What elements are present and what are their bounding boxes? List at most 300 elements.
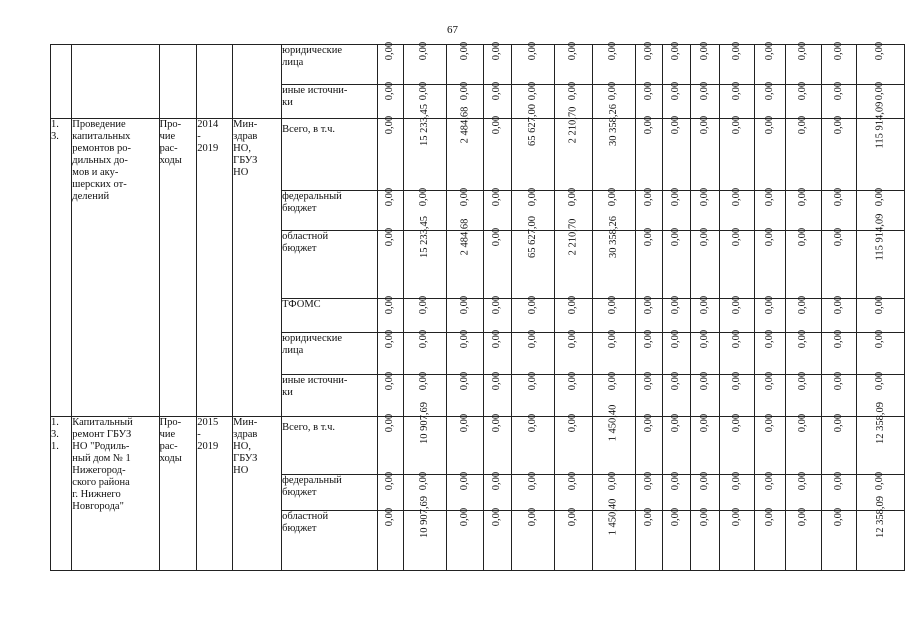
value: 0,00	[607, 295, 619, 315]
funding-source-cell	[282, 475, 378, 511]
value: 0,00	[384, 329, 396, 349]
value-cell	[378, 187, 403, 231]
value-cell	[403, 295, 446, 333]
table-row	[51, 119, 905, 191]
value: 0,00	[764, 41, 776, 61]
value: 0,00	[670, 295, 682, 315]
value: 0,00	[418, 187, 430, 207]
value-cell	[635, 81, 663, 119]
value-cell	[511, 413, 554, 475]
value: 0,00	[797, 507, 809, 527]
value-cell	[592, 498, 635, 571]
value: 0,00	[642, 81, 654, 101]
value-cell	[821, 295, 856, 333]
value-cell	[511, 104, 554, 191]
row-number-cell	[51, 119, 72, 417]
value: 2 210,70	[567, 218, 579, 256]
value: 0,00	[797, 471, 809, 491]
value-cell	[663, 413, 691, 475]
value-cell	[663, 81, 691, 119]
value-cell	[786, 507, 821, 571]
value: 0,00	[418, 371, 430, 391]
value-cell	[755, 371, 786, 417]
value-cell	[635, 329, 663, 375]
value: 0,00	[698, 413, 710, 433]
funding-source: Всего, в т.ч.	[282, 124, 336, 135]
value: 0,00	[418, 41, 430, 61]
value: 0,00	[730, 187, 742, 207]
value: 0,00	[698, 41, 710, 61]
value: 0,00	[698, 115, 710, 135]
value: 0,00	[730, 507, 742, 527]
value: 0,00	[698, 371, 710, 391]
value-cell	[786, 329, 821, 375]
value: 0,00	[832, 115, 844, 135]
value-cell	[554, 106, 592, 191]
value: 2 484,68	[458, 218, 470, 256]
period-cell	[197, 119, 233, 417]
value-cell	[554, 413, 592, 475]
value: 0,00	[642, 329, 654, 349]
value-cell	[403, 41, 446, 85]
value: 0,00	[764, 295, 776, 315]
value-cell	[554, 218, 592, 299]
value-cell	[446, 329, 484, 375]
value: 0,00	[418, 81, 430, 101]
value: 0,00	[491, 115, 503, 135]
value: 0,00	[670, 41, 682, 61]
value-cell	[592, 216, 635, 299]
value: 0,00	[797, 413, 809, 433]
value: 0,00	[874, 81, 886, 101]
value: 0,00	[458, 471, 470, 491]
value: 115 914,09	[874, 213, 886, 261]
value-cell	[484, 371, 512, 417]
value-cell	[786, 187, 821, 231]
value: 0,00	[384, 295, 396, 315]
value-cell	[378, 41, 403, 85]
value: 0,00	[458, 81, 470, 101]
value: 0,00	[491, 471, 503, 491]
value-cell	[378, 227, 403, 299]
value: 0,00	[567, 81, 579, 101]
value: 0,00	[491, 507, 503, 527]
value-cell	[786, 295, 821, 333]
value: 0,00	[764, 329, 776, 349]
value-cell	[446, 41, 484, 85]
value-cell	[786, 81, 821, 119]
value: 0,00	[698, 295, 710, 315]
value-cell	[821, 371, 856, 417]
item-name-cell	[72, 45, 159, 119]
funding-source-cell	[282, 333, 378, 375]
value: 0,00	[526, 507, 538, 527]
page-number: 67	[447, 24, 458, 36]
value: 0,00	[458, 413, 470, 433]
value-cell	[755, 329, 786, 375]
value-cell	[719, 471, 754, 511]
expense-type: Про- чие рас- ходы	[159, 417, 182, 464]
value-cell	[554, 507, 592, 571]
value: 0,00	[526, 187, 538, 207]
value: 0,00	[730, 471, 742, 491]
value: 12 358,09	[874, 402, 886, 444]
value-cell	[719, 115, 754, 191]
value-cell	[635, 187, 663, 231]
funding-source: федеральный бюджет	[282, 475, 342, 498]
value-cell	[446, 218, 484, 299]
value-cell	[690, 227, 719, 299]
value-cell	[755, 507, 786, 571]
funding-source: областной бюджет	[282, 231, 329, 254]
value-cell	[786, 41, 821, 85]
period-cell	[197, 417, 233, 571]
value: 0,00	[642, 507, 654, 527]
value: 0,00	[418, 329, 430, 349]
value-cell	[755, 115, 786, 191]
value-cell	[857, 101, 905, 191]
value: 0,00	[797, 295, 809, 315]
value-cell	[755, 227, 786, 299]
row-number-cell	[51, 417, 72, 571]
value-cell	[511, 329, 554, 375]
value-cell	[663, 371, 691, 417]
value: 0,00	[797, 115, 809, 135]
value: 0,00	[698, 227, 710, 247]
value: 15 233,45	[418, 216, 430, 258]
value-cell	[821, 329, 856, 375]
value-cell	[554, 371, 592, 417]
value: 0,00	[607, 187, 619, 207]
value: 0,00	[730, 295, 742, 315]
value: 0,00	[567, 371, 579, 391]
budget-table	[50, 41, 905, 571]
value: 0,00	[567, 471, 579, 491]
funding-source-cell	[282, 231, 378, 299]
value-cell	[690, 187, 719, 231]
funding-source: иные источни- ки	[282, 375, 348, 398]
value: 30 358,26	[607, 104, 619, 146]
value: 0,00	[832, 187, 844, 207]
funding-source: ТФОМС	[282, 299, 321, 310]
value-cell	[446, 295, 484, 333]
value-cell	[554, 41, 592, 85]
value-cell	[446, 371, 484, 417]
value-cell	[484, 227, 512, 299]
value-cell	[484, 41, 512, 85]
value: 0,00	[764, 187, 776, 207]
executor: Мин- здрав НО, ГБУЗ НО	[233, 417, 258, 476]
value-cell	[511, 41, 554, 85]
value-cell	[857, 402, 905, 475]
value-cell	[821, 507, 856, 571]
value: 0,00	[642, 295, 654, 315]
value: 0,00	[384, 471, 396, 491]
value: 0,00	[698, 507, 710, 527]
value: 65 627,00	[526, 104, 538, 146]
value-cell	[635, 471, 663, 511]
value-cell	[719, 413, 754, 475]
value-cell	[446, 507, 484, 571]
value-cell	[690, 81, 719, 119]
value: 0,00	[567, 41, 579, 61]
value-cell	[484, 507, 512, 571]
value-cell	[378, 329, 403, 375]
value: 0,00	[764, 507, 776, 527]
value: 0,00	[526, 41, 538, 61]
value-cell	[690, 507, 719, 571]
funding-source-cell	[282, 511, 378, 571]
value-cell	[690, 371, 719, 417]
value: 0,00	[764, 81, 776, 101]
value: 0,00	[491, 41, 503, 61]
value-cell	[592, 41, 635, 85]
value: 0,00	[642, 413, 654, 433]
value: 0,00	[832, 507, 844, 527]
value: 0,00	[832, 471, 844, 491]
value-cell	[635, 413, 663, 475]
value: 0,00	[491, 371, 503, 391]
value: 0,00	[797, 187, 809, 207]
value-cell	[690, 115, 719, 191]
value: 1 450,40	[607, 498, 619, 536]
value: 0,00	[764, 227, 776, 247]
value-cell	[719, 227, 754, 299]
value: 0,00	[730, 413, 742, 433]
value-cell	[663, 115, 691, 191]
value: 0,00	[797, 81, 809, 101]
value: 0,00	[832, 227, 844, 247]
funding-source: юридические лица	[282, 333, 343, 356]
value: 0,00	[607, 371, 619, 391]
value: 0,00	[567, 187, 579, 207]
value-cell	[511, 507, 554, 571]
value: 0,00	[874, 471, 886, 491]
value: 0,00	[764, 413, 776, 433]
value: 0,00	[670, 81, 682, 101]
value-cell	[821, 471, 856, 511]
value-cell	[446, 413, 484, 475]
value: 0,00	[384, 371, 396, 391]
value: 0,00	[832, 295, 844, 315]
value: 0,00	[384, 227, 396, 247]
value: 0,00	[491, 187, 503, 207]
value: 0,00	[384, 413, 396, 433]
value-cell	[857, 41, 905, 85]
value-cell	[821, 413, 856, 475]
value-cell	[484, 187, 512, 231]
value: 0,00	[526, 371, 538, 391]
value: 0,00	[730, 227, 742, 247]
funding-source: иные источни- ки	[282, 85, 348, 108]
value: 0,00	[526, 413, 538, 433]
value-cell	[663, 329, 691, 375]
value: 0,00	[491, 295, 503, 315]
value-cell	[592, 329, 635, 375]
value-cell	[378, 507, 403, 571]
value-cell	[403, 329, 446, 375]
value: 1 450,40	[607, 404, 619, 442]
funding-source-cell	[282, 85, 378, 119]
value-cell	[511, 471, 554, 511]
value-cell	[857, 213, 905, 299]
value-cell	[755, 413, 786, 475]
value: 0,00	[832, 41, 844, 61]
value-cell	[719, 371, 754, 417]
value: 0,00	[670, 187, 682, 207]
value-cell	[378, 81, 403, 119]
value: 0,00	[797, 41, 809, 61]
value-cell	[821, 227, 856, 299]
value-cell	[663, 41, 691, 85]
value-cell	[719, 329, 754, 375]
value: 0,00	[607, 41, 619, 61]
value: 0,00	[642, 371, 654, 391]
value-cell	[511, 295, 554, 333]
value-cell	[592, 104, 635, 191]
executor-cell	[233, 45, 282, 119]
value-cell	[635, 371, 663, 417]
value: 0,00	[567, 507, 579, 527]
expense-type: Про- чие рас- ходы	[159, 119, 182, 166]
value-cell	[857, 496, 905, 571]
value-cell	[786, 115, 821, 191]
value-cell	[403, 104, 446, 191]
value: 0,00	[670, 507, 682, 527]
item-name: Капитальный ремонт ГБУЗ НО "Родиль- ный дом № 1 Нижегород- ского района г. Нижнего Новгорода"	[72, 417, 133, 512]
value: 0,00	[491, 329, 503, 349]
value-cell	[690, 41, 719, 85]
value: 0,00	[567, 329, 579, 349]
value-cell	[403, 216, 446, 299]
value: 0,00	[832, 371, 844, 391]
value: 0,00	[832, 81, 844, 101]
value: 0,00	[874, 329, 886, 349]
table-row	[51, 417, 905, 475]
value-cell	[663, 471, 691, 511]
value: 0,00	[730, 115, 742, 135]
item-name-cell	[72, 417, 159, 571]
value: 0,00	[874, 371, 886, 391]
value: 0,00	[642, 41, 654, 61]
value: 0,00	[670, 471, 682, 491]
value: 0,00	[764, 115, 776, 135]
value: 0,00	[526, 329, 538, 349]
value: 0,00	[764, 471, 776, 491]
value: 0,00	[384, 41, 396, 61]
value-cell	[554, 329, 592, 375]
value-cell	[690, 295, 719, 333]
value: 0,00	[642, 471, 654, 491]
value: 0,00	[670, 329, 682, 349]
value: 0,00	[384, 507, 396, 527]
value-cell	[403, 402, 446, 475]
value: 0,00	[730, 81, 742, 101]
value: 0,00	[491, 81, 503, 101]
value-cell	[786, 227, 821, 299]
value-cell	[484, 471, 512, 511]
value: 0,00	[670, 413, 682, 433]
value-cell	[755, 471, 786, 511]
value: 0,00	[607, 471, 619, 491]
funding-source-cell	[282, 417, 378, 475]
value: 0,00	[567, 413, 579, 433]
value-cell	[446, 106, 484, 191]
value: 0,00	[458, 329, 470, 349]
funding-source-cell	[282, 191, 378, 231]
value: 0,00	[797, 227, 809, 247]
value: 0,00	[670, 115, 682, 135]
value-cell	[484, 329, 512, 375]
value-cell	[755, 187, 786, 231]
value: 0,00	[874, 187, 886, 207]
value-cell	[755, 295, 786, 333]
row-number: 1. 3. 1.	[51, 417, 59, 452]
value: 0,00	[384, 187, 396, 207]
value: 0,00	[418, 295, 430, 315]
value-cell	[821, 41, 856, 85]
value: 30 358,26	[607, 216, 619, 258]
value: 0,00	[698, 329, 710, 349]
value-cell	[378, 115, 403, 191]
funding-source-cell	[282, 375, 378, 417]
value: 0,00	[764, 371, 776, 391]
executor-cell	[233, 119, 282, 417]
period: 2015 - 2019	[197, 417, 219, 452]
expense-type-cell	[159, 45, 197, 119]
value: 0,00	[874, 41, 886, 61]
value-cell	[663, 507, 691, 571]
value: 2 210,70	[567, 106, 579, 144]
value-cell	[484, 413, 512, 475]
value-cell	[755, 41, 786, 85]
value-cell	[378, 371, 403, 417]
value: 10 907,69	[418, 402, 430, 444]
value: 0,00	[642, 187, 654, 207]
value-cell	[719, 507, 754, 571]
row-number: 1. 3.	[51, 119, 59, 142]
value-cell	[446, 471, 484, 511]
value-cell	[663, 227, 691, 299]
value-cell	[635, 227, 663, 299]
funding-source: Всего, в т.ч.	[282, 422, 336, 433]
value-cell	[484, 295, 512, 333]
value: 12 358,09	[874, 496, 886, 538]
item-name: Проведение капитальных ремонтов ро- дильных до- мов и аку- шерских от- делений	[72, 119, 132, 202]
value-cell	[378, 471, 403, 511]
row-number-cell	[51, 45, 72, 119]
value-cell	[484, 81, 512, 119]
value-cell	[821, 81, 856, 119]
value: 0,00	[670, 371, 682, 391]
funding-source-cell	[282, 299, 378, 333]
value: 0,00	[832, 413, 844, 433]
funding-source-cell	[282, 119, 378, 191]
value: 0,00	[797, 371, 809, 391]
value-cell	[755, 81, 786, 119]
value: 0,00	[874, 295, 886, 315]
value: 0,00	[458, 507, 470, 527]
value-cell	[554, 295, 592, 333]
value-cell	[690, 471, 719, 511]
value: 2 484,68	[458, 106, 470, 144]
value-cell	[786, 371, 821, 417]
value: 0,00	[698, 471, 710, 491]
value: 0,00	[384, 115, 396, 135]
value-cell	[511, 371, 554, 417]
value: 0,00	[730, 329, 742, 349]
executor: Мин- здрав НО, ГБУЗ НО	[233, 119, 258, 178]
